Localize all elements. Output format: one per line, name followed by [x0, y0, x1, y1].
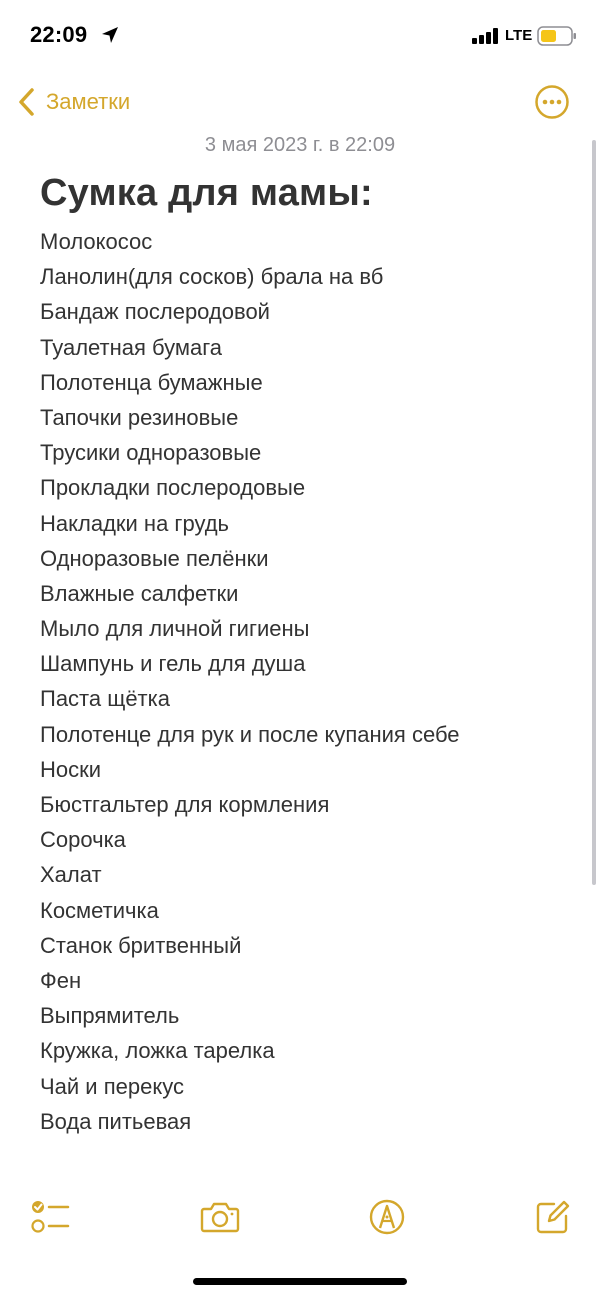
note-line[interactable]: Полотенце для рук и после купания себе — [40, 721, 460, 747]
note-line[interactable]: Влажные салфетки — [40, 580, 239, 606]
note-body[interactable] — [40, 224, 460, 1139]
note-line[interactable]: Шампунь и гель для душа — [40, 651, 306, 677]
network-type: LTE — [505, 27, 533, 44]
markup-pen-icon[interactable] — [366, 1196, 408, 1238]
note-line[interactable]: Полотенца бумажные — [40, 369, 263, 395]
battery-icon — [537, 26, 577, 46]
note-line[interactable]: Трусики одноразовые — [40, 440, 262, 466]
note-line[interactable]: Бандаж послеродовой — [40, 299, 270, 325]
note-line[interactable]: Вода питьевая — [40, 1108, 192, 1134]
compose-icon[interactable] — [532, 1196, 574, 1238]
ellipsis-circle-icon[interactable] — [534, 84, 570, 120]
note-line[interactable]: Станок бритвенный — [40, 932, 242, 958]
back-button-label: Заметки — [46, 89, 131, 114]
chevron-left-icon — [16, 87, 38, 117]
note-line[interactable]: Ланолин(для сосков) брала на вб — [40, 264, 384, 290]
back-button[interactable] — [16, 86, 130, 118]
note-line[interactable]: Паста щётка — [40, 686, 170, 712]
note-line[interactable]: Одноразовые пелёнки — [40, 545, 269, 571]
camera-icon[interactable] — [199, 1196, 241, 1238]
status-time: 22:09 — [30, 22, 88, 47]
note-line[interactable]: Халат — [40, 862, 102, 888]
note-date: 3 мая 2023 г. в 22:09 — [204, 134, 396, 156]
note-line[interactable]: Кружка, ложка тарелка — [40, 1038, 275, 1064]
status-bar — [0, 0, 600, 72]
note-line[interactable]: Молокосос — [40, 229, 153, 254]
note-line[interactable]: Накладки на грудь — [40, 510, 230, 536]
signal-bars-icon — [472, 28, 500, 44]
note-title[interactable]: Сумка для мамы: — [40, 172, 373, 214]
note-line[interactable]: Чай и перекус — [40, 1073, 184, 1099]
note-line[interactable]: Косметичка — [40, 897, 159, 923]
note-line[interactable]: Мыло для личной гигиены — [40, 616, 310, 642]
note-line[interactable]: Носки — [40, 756, 102, 782]
note-line[interactable]: Сорочка — [40, 827, 126, 853]
note-line[interactable]: Прокладки послеродовые — [40, 475, 306, 501]
location-arrow-icon — [100, 25, 120, 45]
checklist-icon[interactable] — [30, 1196, 72, 1238]
home-indicator[interactable] — [193, 1278, 407, 1285]
note-line[interactable]: Тапочки резиновые — [40, 404, 239, 430]
scroll-indicator[interactable] — [592, 140, 596, 885]
note-line[interactable]: Выпрямитель — [40, 1003, 180, 1029]
note-line[interactable]: Фен — [40, 967, 82, 993]
note-line[interactable]: Туалетная бумага — [40, 334, 223, 360]
note-line[interactable]: Бюстгальтер для кормления — [40, 792, 330, 817]
